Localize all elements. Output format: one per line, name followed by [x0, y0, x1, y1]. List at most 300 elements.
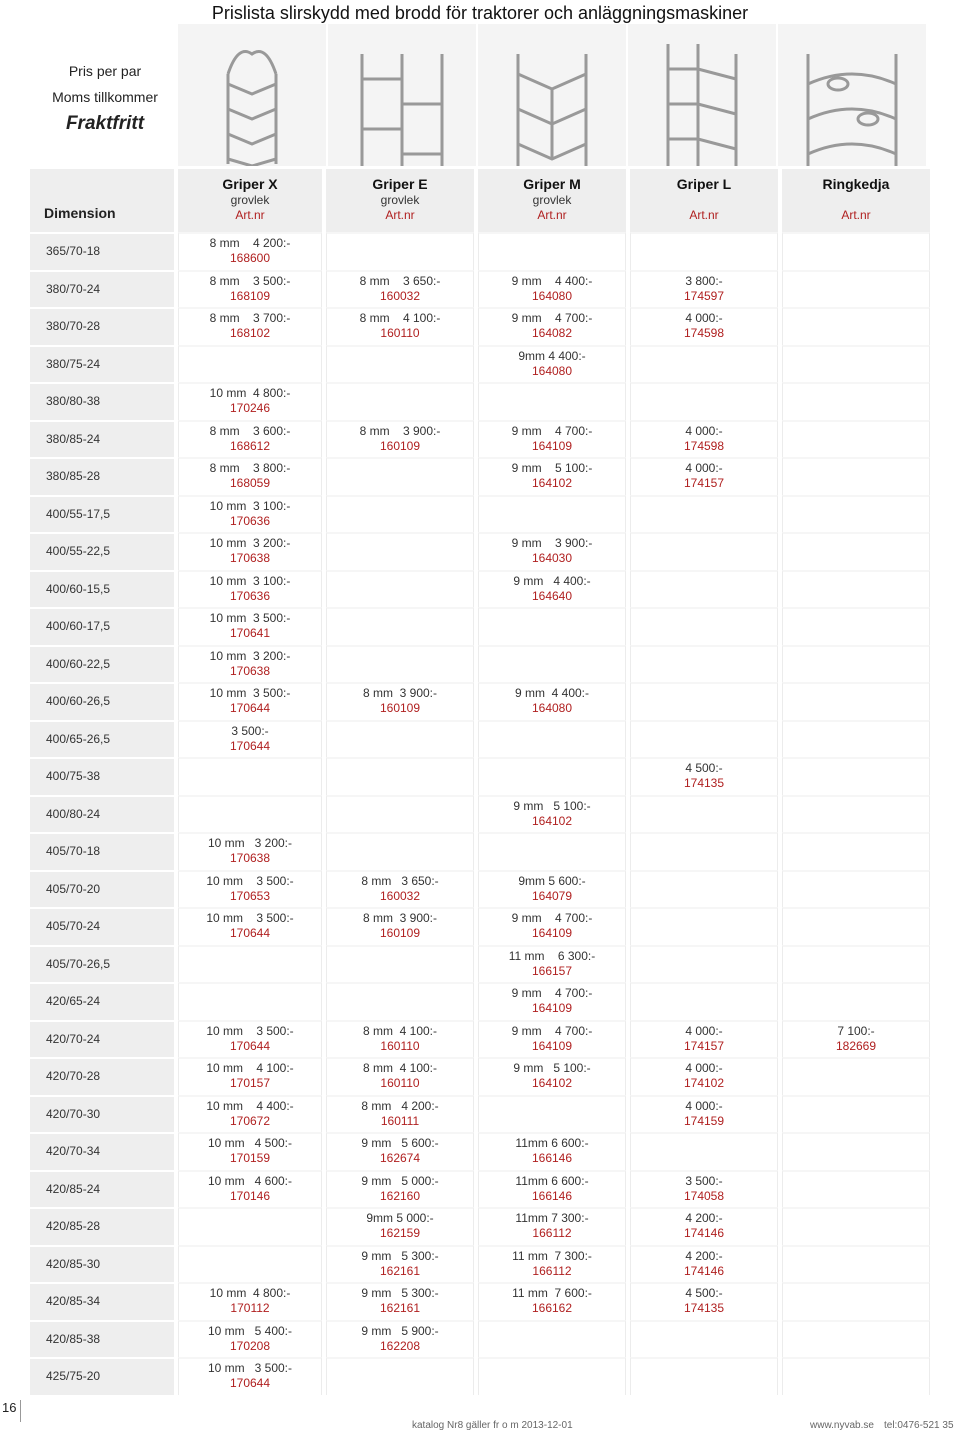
dimension-cell: 420/70-24: [30, 1020, 174, 1058]
dimension-cell: 380/75-24: [30, 345, 174, 383]
article-number: 170641: [229, 626, 271, 640]
article-number: 170644: [229, 738, 271, 753]
dimension-cell: 400/60-17,5: [30, 607, 174, 645]
article-number: 170644: [229, 701, 271, 715]
price-cell: [630, 795, 778, 833]
price-cell: [178, 757, 322, 795]
article-number: 174598: [683, 438, 725, 453]
price-cell: [326, 232, 474, 270]
price-cell: [178, 232, 322, 270]
article-number: 160110: [380, 326, 420, 340]
dimension-cell: 400/65-26,5: [30, 720, 174, 758]
price-text: 9 mm 4 700:-: [511, 1023, 593, 1038]
price-cell: [782, 607, 930, 645]
article-number: 174157: [683, 476, 725, 490]
article-number: 160111: [380, 1113, 420, 1128]
price-text: 9 mm 4 400:-: [514, 686, 590, 700]
column-name: Griper X: [222, 176, 278, 192]
price-cell: [326, 645, 474, 683]
column-art: Art.nr: [841, 208, 871, 222]
price-cell: [326, 832, 474, 870]
article-number: 170246: [229, 401, 271, 415]
article-number: 164030: [531, 551, 573, 565]
article-number: 166112: [532, 1226, 572, 1240]
price-text: 10 mm 4 400:-: [206, 1098, 294, 1113]
price-cell: [478, 982, 626, 1020]
price-text: 10 mm 3 500:-: [206, 873, 294, 888]
price-cell: [782, 457, 930, 495]
price-text: 9 mm 4 700:-: [511, 911, 593, 925]
price-cell: [782, 570, 930, 608]
price-cell: [478, 457, 626, 495]
dimension-cell: 380/70-28: [30, 307, 174, 345]
article-number: 170638: [229, 851, 271, 865]
price-text: 8 mm 4 100:-: [362, 1023, 438, 1038]
article-number: 170638: [229, 663, 271, 678]
price-cell: [178, 945, 322, 983]
article-number: 164640: [531, 588, 573, 603]
price-cell: [782, 795, 930, 833]
price-text: 10 mm 3 500:-: [209, 611, 291, 625]
price-text: 10 mm 3 200:-: [209, 536, 291, 550]
price-cell: [630, 495, 778, 533]
dimension-cell: 420/65-24: [30, 982, 174, 1020]
price-cell: [178, 607, 322, 645]
article-number: 162161: [379, 1301, 421, 1315]
dimension-cell: 420/85-28: [30, 1207, 174, 1245]
price-cell: [782, 682, 930, 720]
price-text: 3 800:-: [685, 273, 723, 288]
price-cell: [782, 532, 930, 570]
price-cell: [782, 1207, 930, 1245]
price-cell: [630, 1020, 778, 1058]
price-text: 10 mm 4 100:-: [206, 1061, 294, 1075]
article-number: 164080: [531, 363, 573, 378]
price-cell: [478, 1170, 626, 1208]
price-cell: [478, 757, 626, 795]
price-cell: [782, 982, 930, 1020]
price-cell: [630, 420, 778, 458]
price-cell: [326, 1207, 474, 1245]
price-cell: [326, 570, 474, 608]
griper-l-image: [628, 24, 776, 166]
price-text: 3 500:-: [231, 723, 269, 738]
price-cell: [782, 420, 930, 458]
price-cell: [478, 1132, 626, 1170]
price-cell: [782, 1320, 930, 1358]
price-cell: [630, 720, 778, 758]
price-cell: [326, 1170, 474, 1208]
article-number: 166146: [531, 1151, 573, 1165]
dimension-cell: 420/70-34: [30, 1132, 174, 1170]
price-cell: [630, 232, 778, 270]
website: www.nyvab.se: [810, 1420, 874, 1431]
article-number: 170159: [229, 1151, 271, 1165]
price-cell: [326, 270, 474, 308]
price-cell: [178, 532, 322, 570]
price-text: 9 mm 5 000:-: [361, 1173, 439, 1188]
price-cell: [326, 420, 474, 458]
price-text: 10 mm 3 100:-: [209, 573, 291, 588]
price-cell: [630, 1357, 778, 1395]
price-text: 9 mm 5 300:-: [361, 1286, 439, 1300]
price-cell: [630, 1057, 778, 1095]
price-cell: [782, 1282, 930, 1320]
article-number: 170112: [230, 1301, 270, 1315]
price-text: 4 200:-: [685, 1248, 723, 1263]
price-cell: [478, 570, 626, 608]
article-number: 162161: [379, 1263, 421, 1278]
article-number: 168600: [229, 251, 271, 265]
price-cell: [630, 1245, 778, 1283]
dimension-cell: 380/80-38: [30, 382, 174, 420]
article-number: 168612: [229, 438, 271, 453]
price-text: 4 200:-: [685, 1211, 723, 1225]
article-number: 174135: [683, 1301, 725, 1315]
price-cell: [478, 232, 626, 270]
article-number: 164102: [531, 813, 573, 828]
price-text: 11mm 7 300:-: [515, 1211, 589, 1225]
dimension-cell: 400/80-24: [30, 795, 174, 833]
price-text: 8 mm 4 100:-: [362, 1061, 438, 1075]
price-cell: [178, 570, 322, 608]
page-title: Prislista slirskydd med brodd för traktorer och anläggningsmaskiner: [211, 3, 749, 23]
price-cell: [178, 682, 322, 720]
price-cell: [178, 345, 322, 383]
price-cell: [782, 1020, 930, 1058]
griper-m-image: [478, 24, 626, 166]
page-number: 16: [0, 1400, 21, 1422]
price-text: 9 mm 5 900:-: [361, 1323, 439, 1338]
column-sub: grovlek: [532, 193, 572, 207]
price-cell: [630, 870, 778, 908]
price-cell: [630, 1207, 778, 1245]
article-number: 164102: [531, 1076, 573, 1090]
price-cell: [478, 420, 626, 458]
price-text: 8 mm 3 900:-: [359, 423, 441, 438]
price-cell: [630, 1282, 778, 1320]
griper-x-image: [178, 24, 326, 166]
vat-note: Moms tillkommer: [52, 89, 158, 105]
article-number: 174598: [683, 326, 725, 340]
price-cell: [478, 907, 626, 945]
article-number: 174146: [683, 1226, 725, 1240]
dimension-cell: 405/70-26,5: [30, 945, 174, 983]
price-cell: [630, 1320, 778, 1358]
price-cell: [178, 420, 322, 458]
dimension-cell: 420/85-38: [30, 1320, 174, 1358]
price-cell: [782, 1095, 930, 1133]
price-cell: [326, 495, 474, 533]
price-cell: [326, 1057, 474, 1095]
price-cell: [178, 1132, 322, 1170]
price-cell: [782, 495, 930, 533]
dimension-cell: 405/70-24: [30, 907, 174, 945]
column-name: Ringkedja: [822, 176, 890, 192]
price-cell: [630, 757, 778, 795]
dimension-cell: 380/85-28: [30, 457, 174, 495]
price-text: 9 mm 4 700:-: [511, 986, 593, 1000]
price-cell: [178, 720, 322, 758]
dimension-cell: 400/55-17,5: [30, 495, 174, 533]
article-number: 160032: [379, 288, 421, 303]
article-number: 164082: [531, 326, 573, 340]
price-text: 8 mm 4 200:-: [209, 236, 291, 250]
price-cell: [178, 1245, 322, 1283]
column-name: Griper M: [523, 176, 581, 192]
price-cell: [630, 982, 778, 1020]
price-cell: [630, 1170, 778, 1208]
price-cell: [478, 307, 626, 345]
price-cell: [178, 907, 322, 945]
price-cell: [326, 532, 474, 570]
price-cell: [630, 345, 778, 383]
price-text: 9 mm 5 100:-: [513, 798, 591, 813]
price-cell: [782, 345, 930, 383]
price-cell: [782, 1057, 930, 1095]
free-shipping: Fraktfritt: [65, 113, 145, 134]
dimension-cell: 400/55-22,5: [30, 532, 174, 570]
article-number: 174597: [683, 288, 725, 303]
price-cell: [326, 682, 474, 720]
price-cell: [630, 570, 778, 608]
price-cell: [326, 945, 474, 983]
article-number: 160109: [379, 926, 421, 940]
article-number: 162159: [379, 1226, 421, 1240]
price-cell: [630, 532, 778, 570]
price-cell: [326, 757, 474, 795]
price-text: 10 mm 4 800:-: [209, 386, 291, 400]
price-cell: [782, 1132, 930, 1170]
price-cell: [178, 1170, 322, 1208]
column-art: Art.nr: [689, 208, 719, 222]
price-cell: [630, 307, 778, 345]
price-cell: [178, 382, 322, 420]
article-number: 170653: [229, 888, 271, 903]
price-text: 9mm 4 400:-: [518, 348, 586, 363]
price-text: 7 100:-: [837, 1023, 875, 1038]
article-number: 164080: [531, 288, 573, 303]
price-text: 9 mm 5 100:-: [513, 1061, 591, 1075]
price-cell: [478, 1282, 626, 1320]
price-cell: [326, 1320, 474, 1358]
dimension-cell: 400/60-26,5: [30, 682, 174, 720]
dimension-header: Dimension: [30, 168, 174, 232]
price-cell: [478, 945, 626, 983]
price-text: 4 500:-: [685, 1286, 723, 1300]
price-per-pair: Pris per par: [68, 63, 142, 79]
dimension-cell: 380/85-24: [30, 420, 174, 458]
price-cell: [478, 682, 626, 720]
price-text: 4 000:-: [685, 1098, 723, 1113]
price-text: 8 mm 3 600:-: [209, 423, 291, 438]
article-number: 174058: [683, 1188, 725, 1203]
column-header: [478, 168, 626, 232]
article-number: 166162: [531, 1301, 573, 1315]
article-number: 166112: [532, 1263, 572, 1278]
article-number: 170157: [229, 1076, 271, 1090]
price-cell: [478, 1320, 626, 1358]
price-cell: [782, 1245, 930, 1283]
price-cell: [782, 720, 930, 758]
column-header: [630, 168, 778, 232]
column-name: Griper E: [372, 176, 428, 192]
article-number: 164109: [531, 1038, 573, 1053]
price-text: 10 mm 3 500:-: [206, 911, 294, 925]
price-cell: [178, 270, 322, 308]
price-cell: [178, 457, 322, 495]
price-cell: [782, 232, 930, 270]
price-cell: [478, 382, 626, 420]
price-cell: [630, 270, 778, 308]
price-cell: [178, 832, 322, 870]
article-number: 164109: [531, 926, 573, 940]
price-cell: [782, 832, 930, 870]
price-text: 11mm 6 600:-: [515, 1173, 589, 1188]
article-number: 168102: [229, 326, 271, 340]
dimension-cell: 420/85-24: [30, 1170, 174, 1208]
price-text: 9 mm 4 400:-: [511, 273, 593, 288]
price-text: 4 000:-: [685, 1023, 723, 1038]
price-cell: [782, 1170, 930, 1208]
price-cell: [478, 1020, 626, 1058]
price-text: 9 mm 3 900:-: [511, 536, 593, 550]
article-number: 170644: [229, 1376, 271, 1390]
price-text: 10 mm 4 800:-: [209, 1286, 291, 1300]
article-number: 170208: [229, 1338, 271, 1353]
price-cell: [326, 1095, 474, 1133]
dimension-cell: 420/85-34: [30, 1282, 174, 1320]
column-art: Art.nr: [537, 208, 567, 222]
column-name: Griper L: [676, 176, 732, 192]
article-number: 160110: [380, 1038, 420, 1053]
article-number: 170636: [229, 588, 271, 603]
price-cell: [326, 607, 474, 645]
column-sub: [782, 193, 930, 208]
dimension-cell: 400/75-38: [30, 757, 174, 795]
price-text: 4 000:-: [685, 423, 723, 438]
price-text: 11 mm 7 600:-: [512, 1286, 592, 1300]
article-number: 168059: [229, 476, 271, 490]
column-sub: [630, 193, 778, 208]
dimension-cell: 420/70-30: [30, 1095, 174, 1133]
price-cell: [178, 1320, 322, 1358]
price-cell: [178, 645, 322, 683]
article-number: 164080: [531, 701, 573, 715]
price-cell: [478, 270, 626, 308]
price-text: 10 mm 3 500:-: [209, 686, 291, 700]
price-text: 8 mm 4 200:-: [361, 1098, 439, 1113]
column-header: [782, 168, 930, 232]
column-header: [326, 168, 474, 232]
price-text: 10 mm 3 200:-: [209, 648, 291, 663]
price-cell: [178, 1095, 322, 1133]
price-cell: [630, 1132, 778, 1170]
griper-e-image: [328, 24, 476, 166]
price-cell: [478, 532, 626, 570]
article-number: 160109: [379, 701, 421, 715]
price-cell: [630, 1095, 778, 1133]
price-cell: [478, 795, 626, 833]
price-text: 9 mm 5 600:-: [361, 1136, 439, 1150]
price-cell: [326, 345, 474, 383]
price-cell: [782, 945, 930, 983]
article-number: 160032: [379, 888, 421, 903]
price-cell: [178, 1282, 322, 1320]
article-number: 170644: [229, 926, 271, 940]
price-cell: [630, 382, 778, 420]
price-cell: [478, 495, 626, 533]
price-text: 8 mm 3 500:-: [209, 273, 291, 288]
article-number: 174102: [683, 1076, 725, 1090]
price-cell: [326, 1245, 474, 1283]
price-cell: [178, 495, 322, 533]
price-text: 10 mm 3 200:-: [207, 836, 293, 850]
price-cell: [782, 907, 930, 945]
dimension-cell: 400/60-22,5: [30, 645, 174, 683]
price-cell: [178, 1357, 322, 1395]
price-cell: [630, 645, 778, 683]
price-text: 8 mm 3 900:-: [362, 911, 438, 925]
dimension-cell: 425/75-20: [30, 1357, 174, 1395]
dimension-cell: 405/70-18: [30, 832, 174, 870]
article-number: 164109: [531, 438, 573, 453]
price-cell: [178, 1057, 322, 1095]
price-text: 4 000:-: [685, 311, 723, 325]
price-text: 8 mm 3 650:-: [359, 273, 441, 288]
price-text: 10 mm 5 400:-: [207, 1323, 293, 1338]
article-number: 170638: [229, 551, 271, 565]
price-cell: [326, 982, 474, 1020]
price-cell: [178, 870, 322, 908]
price-info: [30, 58, 180, 138]
price-text: 8 mm 3 800:-: [209, 461, 291, 475]
price-cell: [478, 1057, 626, 1095]
price-cell: [478, 607, 626, 645]
price-text: 10 mm 3 500:-: [206, 1023, 294, 1038]
price-cell: [326, 720, 474, 758]
price-cell: [326, 307, 474, 345]
article-number: 174157: [683, 1038, 725, 1053]
price-cell: [178, 1020, 322, 1058]
article-number: 164109: [531, 1001, 573, 1015]
price-cell: [326, 870, 474, 908]
dimension-cell: 420/85-30: [30, 1245, 174, 1283]
price-cell: [326, 1282, 474, 1320]
price-cell: [630, 682, 778, 720]
article-number: 164079: [531, 888, 573, 903]
column-sub: grovlek: [380, 193, 420, 207]
price-text: 8 mm 3 700:-: [209, 311, 291, 325]
article-number: 170672: [229, 1113, 271, 1128]
price-cell: [478, 1245, 626, 1283]
price-text: 3 500:-: [685, 1173, 723, 1188]
price-text: 8 mm 4 100:-: [359, 311, 441, 325]
article-number: 162160: [379, 1188, 421, 1203]
price-cell: [178, 1207, 322, 1245]
price-cell: [630, 907, 778, 945]
ringkedja-image: [778, 24, 926, 166]
article-number: 182669: [835, 1038, 877, 1053]
price-cell: [326, 1357, 474, 1395]
price-cell: [178, 795, 322, 833]
article-number: 162674: [379, 1151, 421, 1165]
column-header: [178, 168, 322, 232]
price-cell: [478, 832, 626, 870]
article-number: 166146: [531, 1188, 573, 1203]
article-number: 164102: [531, 476, 573, 490]
catalog-note: katalog Nr8 gäller fr o m 2013-12-01: [412, 1420, 573, 1431]
